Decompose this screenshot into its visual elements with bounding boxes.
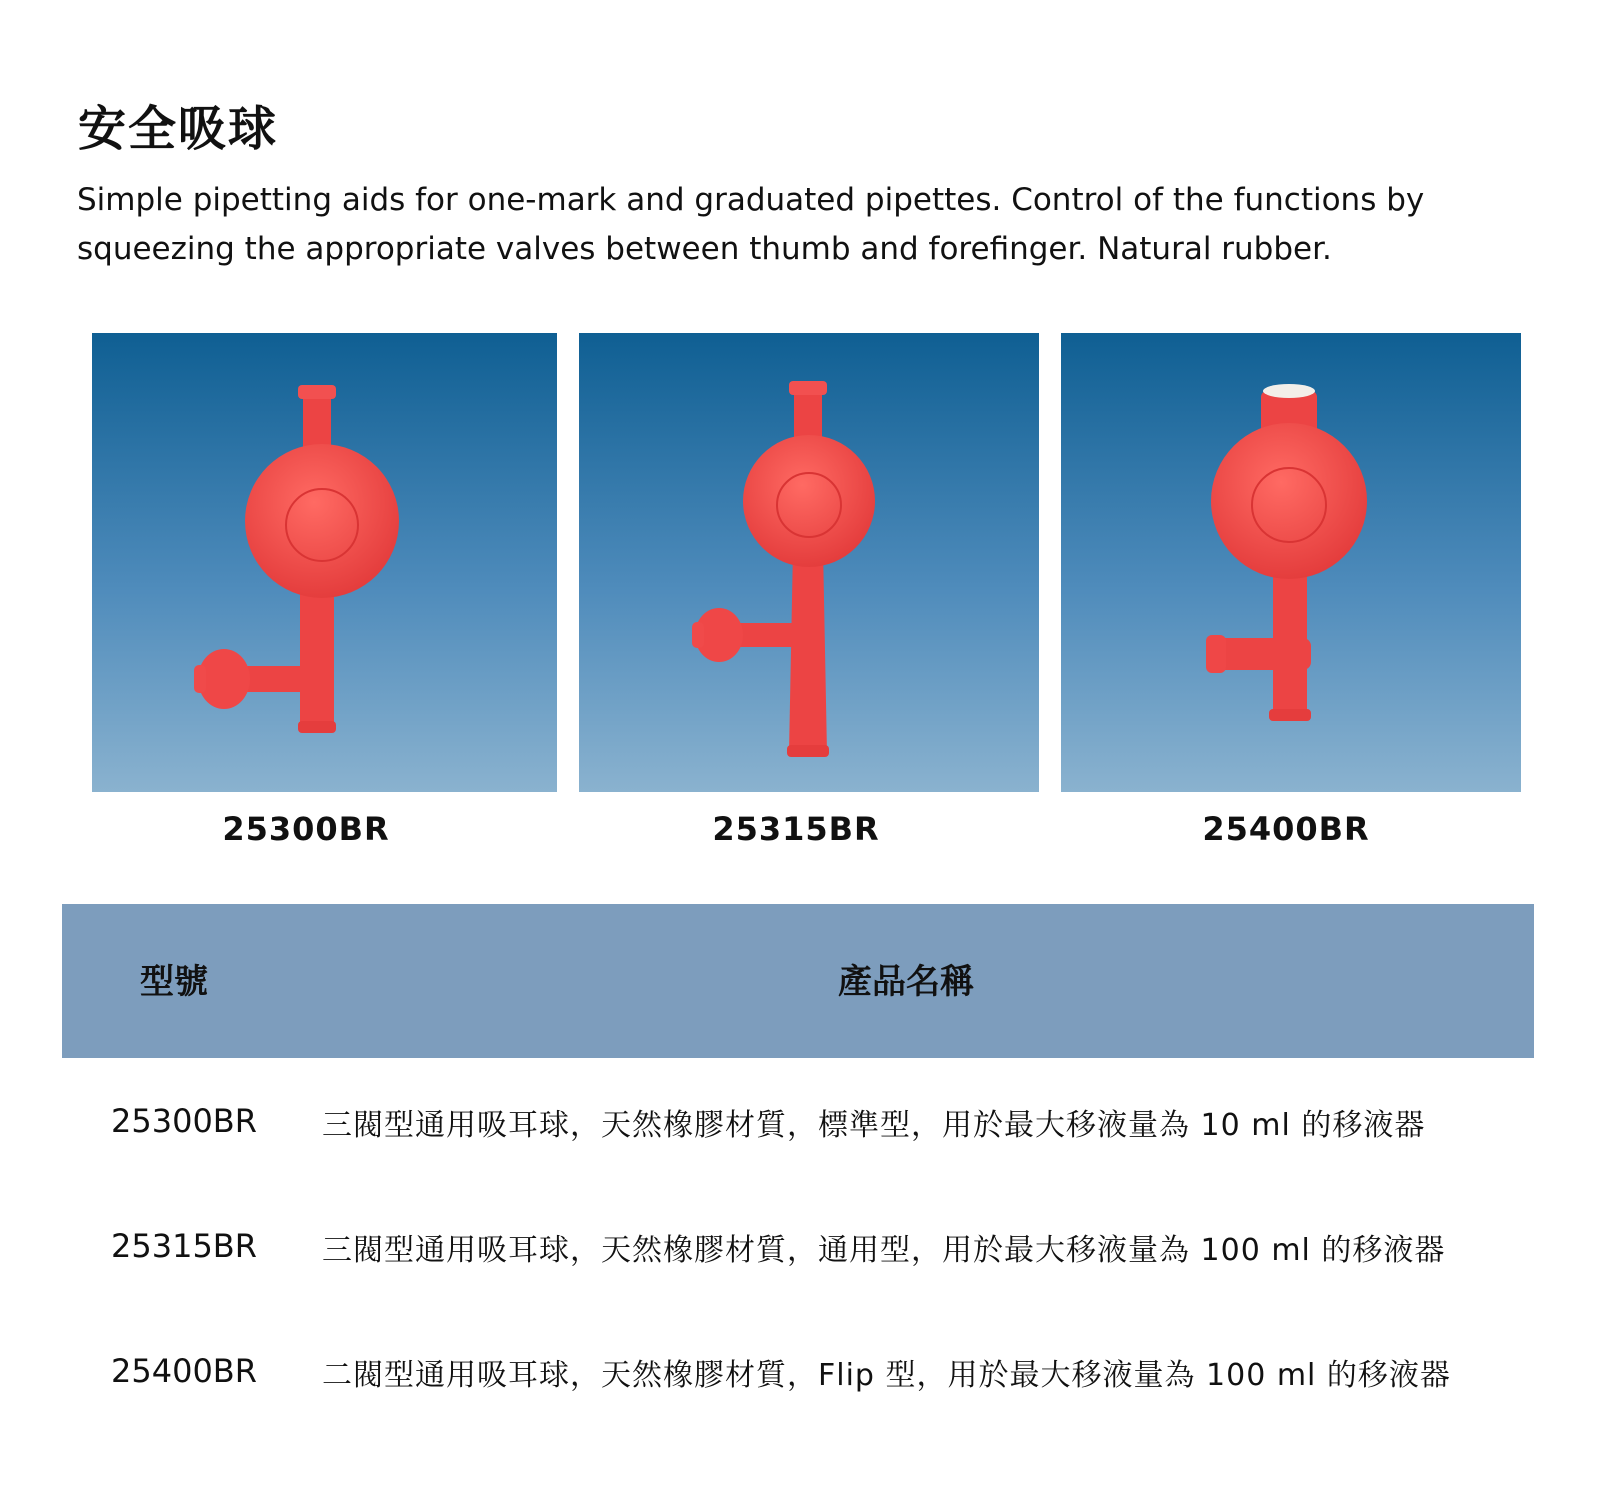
model-cell: 25400BR (111, 1352, 257, 1390)
product-caption: 25315BR (712, 810, 880, 848)
table-row (0, 1344, 1600, 1404)
column-header-name: 產品名稱 (838, 962, 974, 1002)
table-row (0, 1094, 1600, 1154)
product-photo-25300br (92, 333, 557, 792)
model-cell: 25300BR (111, 1102, 257, 1140)
product-photo-25315br (579, 333, 1039, 792)
product-name-cell: 三閥型通用吸耳球，天然橡膠材質，通用型，用於最大移液量為 100 ml 的移液器 (322, 1233, 1446, 1268)
product-photo-25400br (1061, 333, 1521, 792)
column-header-model: 型號 (140, 962, 208, 1002)
product-name-cell: 二閥型通用吸耳球，天然橡膠材質，Flip 型，用於最大移液量為 100 ml 的移液器 (322, 1358, 1451, 1393)
product-name-cell: 三閥型通用吸耳球，天然橡膠材質，標準型，用於最大移液量為 10 ml 的移液器 (322, 1108, 1426, 1143)
product-caption: 25400BR (1202, 810, 1370, 848)
product-caption: 25300BR (222, 810, 390, 848)
product-description: Simple pipetting aids for one-mark and graduated pipettes. Control of the functions by squeezing the appropriate valves between thumb and forefinger. Natural rubber. (77, 182, 1425, 267)
table-header (62, 904, 1534, 1058)
model-cell: 25315BR (111, 1227, 257, 1265)
page-title: 安全吸球 (78, 101, 279, 157)
table-row (0, 1219, 1600, 1279)
